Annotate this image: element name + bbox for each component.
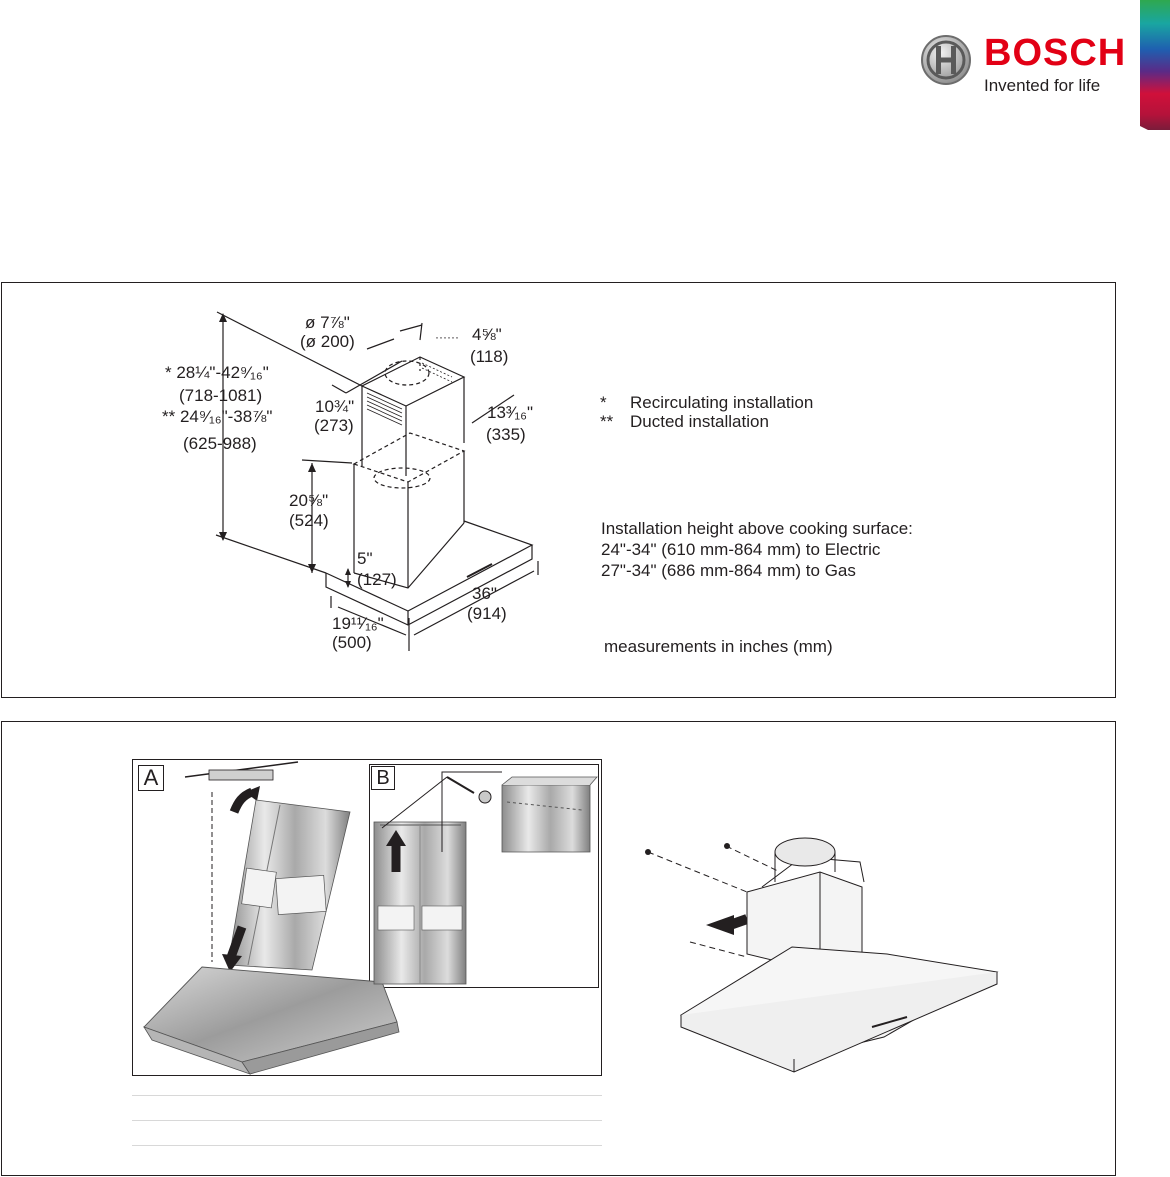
overall-height-recirc-label: * 28¼"-42⁹⁄₁₆"	[165, 363, 269, 382]
legend-ducted: ** Ducted installation	[600, 412, 769, 431]
lower-chimney-label: 20⅝"	[289, 491, 329, 510]
chimney-side-label: 13³⁄₁₆"	[487, 403, 534, 422]
lower-chimney-mm-label: (524)	[289, 511, 329, 530]
dimensions-panel	[1, 282, 1116, 698]
overall-height-recirc-mm-label: (718-1081)	[179, 386, 263, 405]
hood-dimension-drawing	[2, 283, 1115, 697]
installation-electric: 24"-34" (610 mm-864 mm) to Electric	[601, 540, 881, 559]
overall-height-ducted-mm-label: (625-988)	[183, 434, 257, 453]
divider-line-1	[132, 1095, 602, 1096]
installation-gas: 27"-34" (686 mm-864 mm) to Gas	[601, 561, 856, 580]
chimney-depth-label: 4⅝"	[472, 325, 502, 344]
figure-a-label: A	[138, 765, 164, 791]
installation-illustrations	[2, 722, 1115, 1175]
chimney-depth-mm-label: (118)	[470, 347, 509, 366]
hood-height-mm-label: (127)	[357, 570, 397, 589]
chimney-width-label: 10¾"	[315, 397, 355, 416]
hood-width-label: 36"	[472, 584, 497, 603]
brand-tagline: Invented for life	[984, 76, 1101, 95]
hood-depth-label: 19¹¹⁄₁₆"	[332, 614, 384, 633]
units-note: measurements in inches (mm)	[604, 637, 833, 656]
figure-a-illustration	[144, 762, 399, 1074]
svg-text:······: ······	[435, 330, 459, 344]
hood-height-label: 5"	[357, 549, 373, 568]
brand-color-strip	[1140, 0, 1170, 130]
legend-recirculating: * Recirculating installation	[600, 393, 814, 412]
hood-depth-mm-label: (500)	[332, 633, 372, 652]
chimney-side-mm-label: (335)	[486, 425, 526, 444]
installation-heading: Installation height above cooking surface:	[601, 519, 913, 538]
figure-b-label: B	[371, 766, 395, 790]
hood-width-mm-label: (914)	[467, 604, 507, 623]
bosch-armature-icon	[918, 32, 978, 92]
hood-mounting-illustration	[645, 838, 997, 1072]
divider-line-2	[132, 1120, 602, 1121]
installation-panel	[1, 721, 1116, 1176]
chimney-width-mm-label: (273)	[314, 416, 354, 435]
duct-diameter-label: ø 7⅞"	[305, 313, 350, 332]
divider-line-3	[132, 1145, 602, 1146]
overall-height-ducted-label: ** 24⁹⁄₁₆"-38⅞"	[162, 407, 273, 426]
figure-b-illustration	[374, 772, 597, 984]
brand-logo	[918, 30, 1127, 100]
installation-height-block	[601, 518, 913, 581]
brand-name: BOSCH	[984, 32, 1127, 74]
duct-diameter-mm-label: (ø 200)	[300, 332, 355, 351]
